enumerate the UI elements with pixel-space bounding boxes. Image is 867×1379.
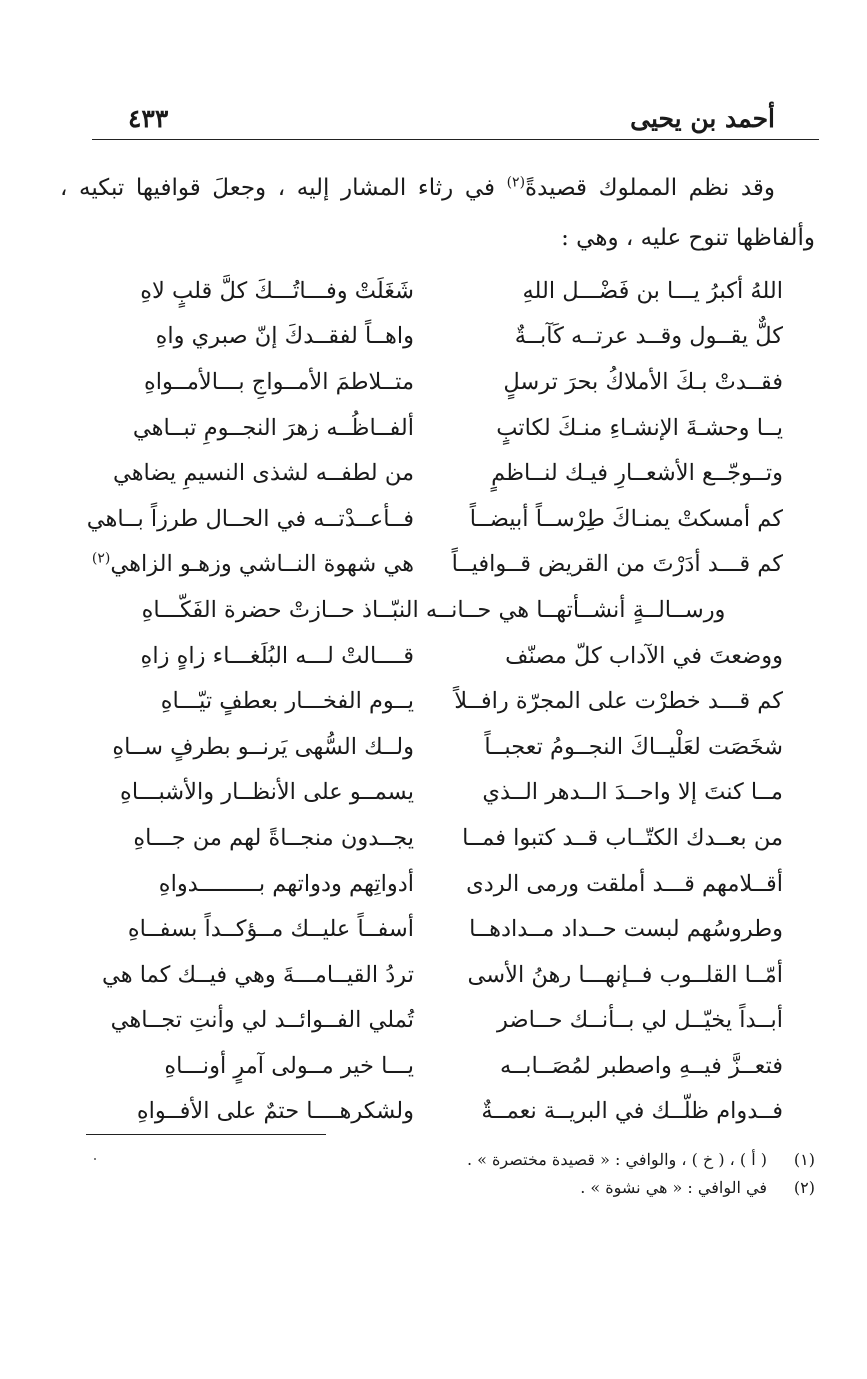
verse-second-hemistich-text: يـــا خير مــولى آمرٍ أونـــاهِ [164,1052,414,1079]
verse-line [84,998,783,1044]
verse-line [84,1089,783,1135]
verse-line [84,724,783,770]
intro-paragraph [60,163,815,263]
verse-first-hemistich: أقــلامهم قـــد أملقت ورمى الردى [466,870,783,897]
verse-second-hemistich [84,825,414,851]
verse-first-hemistich: كم قـــد أدَرْتَ من القريض قــوافيــاً [451,551,783,578]
verse-second-hemistich-text: ألفــاظُــه زهرَ النجــومِ تبــاهي [132,414,414,441]
verse-second-hemistich-text: أسفــاً عليــك مــؤكــداً بسفــاهِ [127,916,414,943]
footnote-number: (٢) [793,1178,815,1197]
page-header [92,100,775,140]
verse-line [84,633,783,679]
verse-line [84,1043,783,1089]
verse-second-hemistich-text: يجــدون منجــاةً لهم من جـــاهِ [133,824,414,851]
verse-line [84,359,783,405]
verse-second-hemistich-text: قــــالتْ لـــه البُلَغـــاء زاهٍ زاهِ [140,642,414,669]
verse-second-hemistich-text: شَغَلَتْ وفـــاتُـــكَ كلَّ قلبٍ لاهِ [140,277,414,304]
verse-second-hemistich [84,278,414,304]
verse-first-hemistich: أمّــا القلــوب فــإنهـــا رهنُ الأسى [467,961,783,988]
verse-second-hemistich-text: هي شهوة النــاشي وزهـو الزاهي [110,551,414,578]
verse-first-hemistich: وتــوجّــع الأشعــارِ فيـك لنــاظمٍ [491,460,783,487]
footnote-text: في الوافي : « هي نشوة » . [580,1178,767,1197]
verse-first-hemistich: يــا وحشـةَ الإنشـاءِ منـكَ لكاتبٍ [496,414,783,441]
header-rule [92,139,819,140]
verse-second-hemistich [84,415,414,441]
footnote-text: ( أ ) ، ( خ ) ، والوافي : « قصيدة مختصرة » . [466,1150,767,1169]
verse-line [84,952,783,998]
verse-second-hemistich [84,1053,414,1079]
verse-line [84,542,783,588]
verse-second-hemistich-text: واهــاً لفقــدكَ إنّ صبري واهِ [155,323,414,350]
verse-second-hemistich-text: تردُ القيــامـــةَ وهي فيــك كما هي [101,961,414,988]
verse-first-hemistich: شخَصَت لعَلْيــاكَ النجــومُ تعجبــاً [484,733,783,760]
verse-second-hemistich-text: فــأعــدْتــه في الحــال طرزاً بــاهي [86,505,414,532]
verse-second-hemistich [84,1007,414,1033]
verse-first-hemistich: من بعــدك الكتّــاب قــد كتبوا فمــا [462,824,783,851]
verse-line [84,405,783,451]
verse-first-hemistich: ووضعتَ في الآداب كلّ مصنّف [505,642,783,669]
stray-dot [94,1158,96,1160]
footnote-number: (١) [793,1150,815,1169]
footnotes [60,1146,815,1202]
verse-full-line: ورســالــةٍ أنشــأتهــا هي حــانــه النبّــاذ حــازتْ حضرة الفَكّـــاهِ [141,596,726,623]
running-title: أحمد بن يحيى [630,104,775,133]
verse-second-hemistich-text: ولشكرهــــا حتمٌ على الأفــواهِ [136,1098,414,1125]
verse-second-hemistich [84,779,414,805]
verse-first-hemistich: مــا كنتَ إلا واحــدَ الــدهر الــذي [482,779,783,806]
verse-first-hemistich: اللهُ أكبرُ يـــا بن فَضْـــل اللهِ [522,277,783,304]
verse-line [84,861,783,907]
verse-first-hemistich: كلٌّ يقــول وقــد عرتــه كَآبــةٌ [514,323,783,350]
verse-line [84,587,783,633]
verse-second-hemistich-text: تُملي الفــوائــد لي وأنتِ تجــاهي [110,1007,414,1034]
verse-second-hemistich [84,688,414,714]
verse-first-hemistich: أبــداً يخيّــل لي بــأنــك حــاضر [497,1007,783,1034]
verse-second-hemistich [84,460,414,486]
verse-line [84,268,783,314]
verse-second-hemistich-text: متــلاطمَ الأمــواجِ بـــالأمــواهِ [144,368,414,395]
verse-second-hemistich [84,916,414,942]
verse-second-hemistich [84,871,414,897]
footnote-rule [86,1134,326,1135]
verse-line [84,770,783,816]
verse-second-hemistich-text: ولــك السُّهى يَرنــو بطرفٍ ســاهِ [112,733,414,760]
verse-second-hemistich [84,323,414,349]
verse-first-hemistich: فقــدتْ بـكَ الأملاكُ بحرَ ترسلٍ [503,368,783,395]
verse-second-hemistich [84,962,414,988]
verse-second-hemistich-text: أدواتِهم ودواتهم بـــــــــدواهِ [158,870,414,897]
verse-first-hemistich: كم قـــد خطرْت على المجرّة رافــلاً [454,688,783,715]
verse-first-hemistich: كم أمسكتْ يمنـاكَ طِرْســاً أبيضــاً [469,505,783,532]
footnote [60,1174,815,1202]
footnote-marker: (٢) [91,550,111,567]
verse-first-hemistich: فتعــزَّ فيــهِ واصطبر لمُصَــابــه [499,1052,783,1079]
verse-second-hemistich [84,734,414,760]
verse-line [84,906,783,952]
verse-second-hemistich-text: من لطفــه لشذى النسيمِ يضاهي [112,460,414,487]
verse-line [84,450,783,496]
verse-second-hemistich-text: يــوم الفخـــار بعطفٍ تيّـــاهِ [160,688,414,715]
intro-text-part2: في رثاء المشار إليه ، وجعلَ قوافيها تبكيه ، وألفاظها تنوح عليه ، وهي : [60,175,815,251]
verse-second-hemistich-text: يسمــو على الأنظــار والأشبـــاهِ [120,779,414,806]
verse-first-hemistich: وطروسُهم لبست حــداد مــدادهــا [469,916,783,943]
page-number: ٤٣٣ [128,104,169,133]
verse-line [84,496,783,542]
verse-second-hemistich [84,506,414,532]
footnote [60,1146,815,1174]
verse-second-hemistich [84,551,414,577]
verse-second-hemistich [84,369,414,395]
verse-line [84,314,783,360]
verse-second-hemistich [84,1098,414,1124]
verse-line [84,678,783,724]
verse-line [84,815,783,861]
verse-first-hemistich: فــدوام ظلّــك في البريــة نعمــةٌ [481,1098,783,1125]
poem [84,268,783,1134]
footnote-marker: (٢) [506,174,526,191]
intro-text-part1: وقد نظم المملوك قصيدةً [525,175,775,201]
verse-second-hemistich [84,643,414,669]
